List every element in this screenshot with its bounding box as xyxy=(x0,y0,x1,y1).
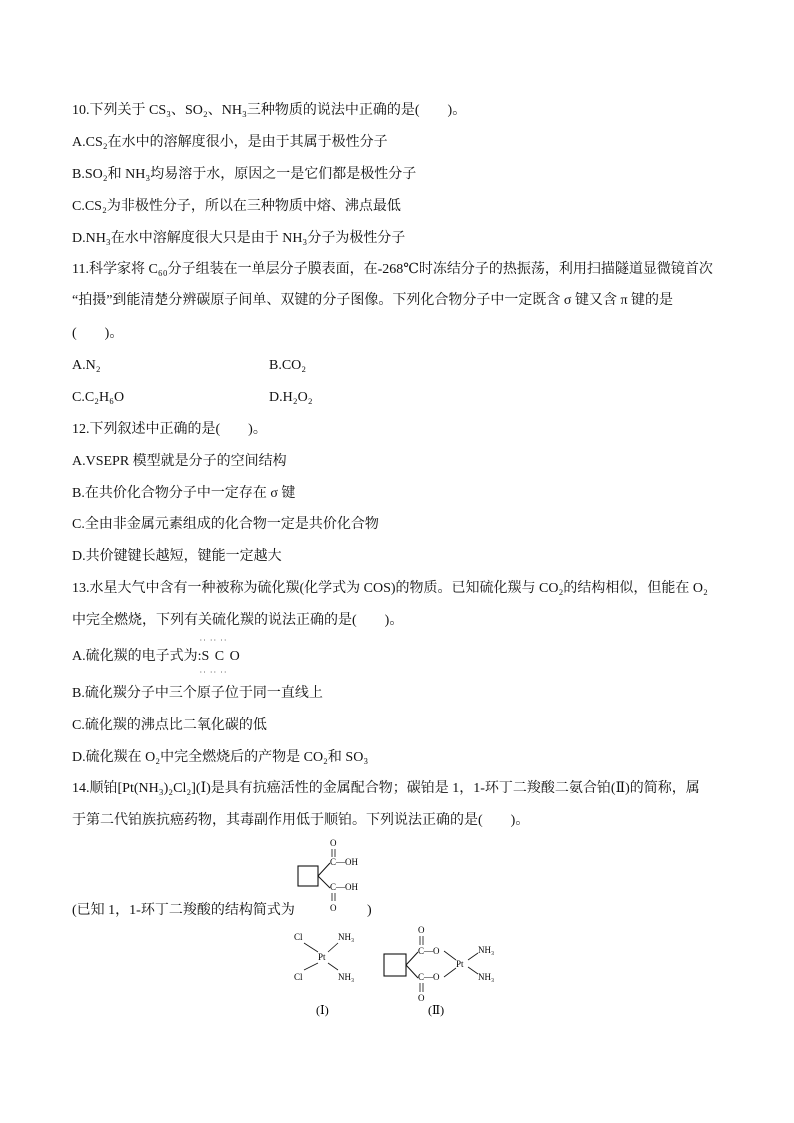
bond-lower xyxy=(318,876,330,888)
lone-pair-dots-bottom: ·· ·· ·· xyxy=(199,668,228,677)
q10-option-b: B.SO₂和 NH₃均易溶于水，原因之一是它们都是极性分子 xyxy=(72,167,417,182)
q12-option-a: A.VSEPR 模型就是分子的空间结构 xyxy=(72,454,287,469)
q10-option-c: C.CS₂为非极性分子，所以在三种物质中熔、沸点最低 xyxy=(72,199,401,214)
q12-option-d: D.共价键键长越短，键能一定越大 xyxy=(72,549,282,564)
q14-stem-line1: 14.顺铂[Pt(NH₃)₂Cl₂](Ⅰ)是具有抗癌活性的金属配合物；碳铂是 1，1-环丁二羧酸二氨合铂(Ⅱ)的简称，属 xyxy=(72,781,700,796)
q10-option-d: D.NH₃在水中溶解度很大只是由于 NH₃分子为极性分子 xyxy=(72,231,406,246)
q13-option-a xyxy=(72,636,241,677)
q14-stem-line2: 于第二代铂族抗癌药物，其毒副作用低于顺铂。下列说法正确的是( )。 xyxy=(72,813,530,828)
bond-nh3-pt-bottom xyxy=(328,963,338,970)
carboplatin-o-top: O xyxy=(418,925,425,935)
q11-option-a: A.N₂ xyxy=(72,358,101,373)
q14-note xyxy=(72,902,372,920)
q11-option-c: C.C₂H₆O xyxy=(72,390,125,405)
q11-stem-line2: “拍摄”到能清楚分辨碳原子间单、双键的分子图像。下列化合物分子中一定既含 σ 键又含 π 键的是 xyxy=(72,293,674,308)
cisplatin-label: (Ⅰ) xyxy=(316,1003,329,1017)
q14-note-suffix: ) xyxy=(367,903,372,918)
q12-stem: 12.下列叙述中正确的是( )。 xyxy=(72,422,267,437)
q11-stem-line1: 11.科学家将 C₆₀分子组装在一单层分子膜表面，在-268℃时冻结分子的热振荡，利用扫描隧道显微镜首次 xyxy=(72,262,713,277)
electron-formula-text: S C O xyxy=(201,649,241,664)
q13-option-a-text: A.硫化羰的电子式为: xyxy=(72,649,202,664)
q12-option-c: C.全由非金属元素组成的化合物一定是共价化合物 xyxy=(72,517,379,532)
carboplatin-bond-pt-nh3-top xyxy=(468,953,478,960)
bond-cl-pt-top xyxy=(304,943,318,952)
q13-stem-line1: 13.水星大气中含有一种被称为硫化羰(化学式为 COS)的物质。已知硫化羰与 CO₂的结构相似，但能在 O₂ xyxy=(72,581,708,596)
carboplatin-o-bottom: O xyxy=(418,993,425,1003)
acid-o-bottom: O xyxy=(330,903,337,913)
cisplatin-cl-bottom: Cl xyxy=(294,972,303,982)
q14-note-prefix: (已知 1，1-环丁二羧酸的结构简式为 xyxy=(72,903,295,918)
q11-option-d: D.H₂O₂ xyxy=(269,390,313,405)
carboplatin-nh3-bottom: NH₃ xyxy=(478,972,495,982)
q11-stem-line3: ( )。 xyxy=(72,326,124,341)
q13-option-c: C.硫化羰的沸点比二氧化碳的低 xyxy=(72,718,267,733)
carboplatin-bond-lower xyxy=(406,965,418,978)
cisplatin-pt: Pt xyxy=(318,952,326,962)
carboplatin-nh3-top: NH₃ xyxy=(478,945,495,955)
carboplatin-bond-pt-nh3-bottom xyxy=(468,967,478,974)
acid-o-top: O xyxy=(330,838,337,848)
carboplatin-cyclobutane-ring xyxy=(384,954,406,976)
q13-stem-line2: 中完全燃烧，下列有关硫化羰的说法正确的是( )。 xyxy=(72,613,404,628)
bond-nh3-pt-top xyxy=(328,943,338,952)
electron-formula xyxy=(199,636,241,677)
carboplatin-bond-o-pt-bottom xyxy=(444,968,456,977)
carboplatin-co-bottom: C—O xyxy=(418,972,440,982)
carboplatin-bond-o-pt-top xyxy=(444,951,456,960)
q10-stem: 10.下列关于 CS₃、SO₂、NH₃三种物质的说法中正确的是( )。 xyxy=(72,103,467,118)
q13-option-d: D.硫化羰在 O₂中完全燃烧后的产物是 CO₂和 SO₃ xyxy=(72,750,369,765)
carboplatin-label: (Ⅱ) xyxy=(428,1003,445,1017)
acid-cooh-bottom: C—OH xyxy=(330,882,359,892)
cisplatin-structure xyxy=(288,928,368,1024)
bond-upper xyxy=(318,863,330,876)
q10-option-a: A.CS₂在水中的溶解度很小，是由于其属于极性分子 xyxy=(72,135,388,150)
cisplatin-nh3-bottom: NH₃ xyxy=(338,972,355,982)
cyclobutane-ring xyxy=(298,866,318,886)
q11-option-b: B.CO₂ xyxy=(269,358,307,373)
lone-pair-dots-top: ·· ·· ·· xyxy=(199,636,228,645)
cisplatin-cl-top: Cl xyxy=(294,932,303,942)
bond-cl-pt-bottom xyxy=(304,963,318,970)
q13-option-b: B.硫化羰分子中三个原子位于同一直线上 xyxy=(72,686,323,701)
carboplatin-pt: Pt xyxy=(456,959,464,969)
cisplatin-nh3-top: NH₃ xyxy=(338,932,355,942)
acid-cooh-top: C—OH xyxy=(330,857,359,867)
q11-options-row2 xyxy=(72,389,313,407)
carboplatin-co-top: C—O xyxy=(418,946,440,956)
q12-option-b: B.在共价化合物分子中一定存在 σ 键 xyxy=(72,486,296,501)
carboplatin-bond-upper xyxy=(406,952,418,965)
carboplatin-structure xyxy=(378,922,508,1024)
q11-options-row1 xyxy=(72,357,307,375)
